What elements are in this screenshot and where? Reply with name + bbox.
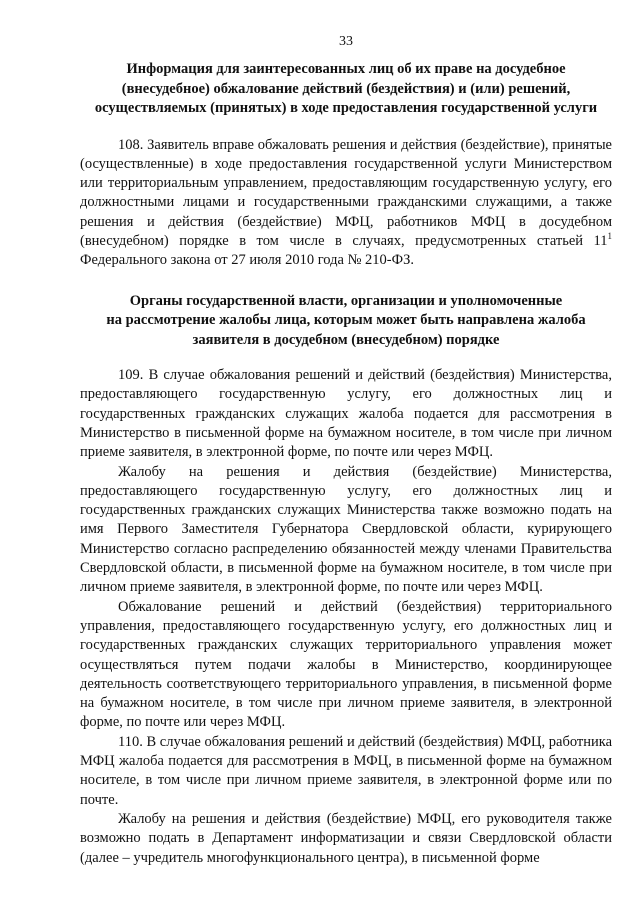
- paragraph-108: [80, 136, 612, 271]
- section-heading-appeal-info: [80, 60, 612, 119]
- paragraph-territorial-appeal: Обжалование решений и действий (бездействия) территориального управления, предоставляющего государственную услугу, его должностных лиц и государственных гражданских служащих территориального управления может осуществляться путем подачи жалобы в Министерство, координирующее деятельность соответствующего территориального управления, в письменной форме на бумажном носителе, в том числе при личном приеме заявителя, в электронной форме, по почте или через МФЦ.: [80, 598, 612, 731]
- heading-line: (внесудебное) обжалование действий (бездействия) и (или) решений,: [121, 80, 571, 97]
- paragraph-mfc-department: Жалобу на решения и действия (бездействие) МФЦ, его руководителя также возможно подать в Департамент информатизации и связи Свердловской области (далее – учредитель многофункционального центра), в письменной форме: [80, 810, 612, 866]
- paragraph-108-text: 108. Заявитель вправе обжаловать решения и действия (бездействие), принятые (осуществленные) в ходе предоставления государственной услуги Министерством или территориальным управлением, предоставляющим государственную услугу, его должностными лицами и государственными гражданскими служащими, а также решения и действия (бездействие) МФЦ, работников МФЦ в досудебном (внесудебном) порядке в том числе в случаях, предусмотренных статьей 11: [80, 136, 612, 249]
- footnote-superscript: 1: [607, 231, 612, 242]
- paragraph-complaint-governor: Жалобу на решения и действия (бездействие) Министерства, предоставляющего государственную услугу, его должностных лиц и государственных гражданских служащих Министерства также возможно подать на имя Первого Заместителя Губернатора Свердловской области, курирующего Министерство согласно распределению обязанностей между членами Правительства Свердловской области, в письменной форме на бумажном носителе, в том числе при личном приеме заявителя, в электронной форме, по почте или через МФЦ.: [80, 463, 612, 596]
- heading-line: Информация для заинтересованных лиц об их праве на досудебное: [126, 61, 566, 77]
- paragraph-110: 110. В случае обжалования решений и действий (бездействия) МФЦ, работника МФЦ жалоба подается для рассмотрения в МФЦ, в письменной форме на бумажном носителе, в том числе при личном приеме заявителя, в электронной форме или по почте.: [80, 733, 612, 808]
- paragraph-109: 109. В случае обжалования решений и действий (бездействия) Министерства, предоставляющего государственную услугу, его должностных лиц и государственных гражданских служащих жалоба подается для рассмотрения в Министерство в письменной форме на бумажном носителе, в том числе при личном приеме заявителя, в электронной форме, по почте или через МФЦ.: [80, 367, 612, 461]
- section-heading-authorities: [80, 292, 612, 351]
- heading-line: осуществляемых (принятых) в ходе предоставления государственной услуги: [94, 100, 598, 116]
- heading-line: Органы государственной власти, организации и уполномоченные: [129, 292, 563, 309]
- page-number: 33: [339, 34, 353, 49]
- heading-line: на рассмотрение жалобы лица, которым может быть направлена жалоба: [106, 312, 586, 329]
- heading-line: заявителя в досудебном (внесудебном) порядке: [192, 331, 500, 348]
- paragraph-108-text-end: Федерального закона от 27 июля 2010 года № 210-ФЗ.: [80, 252, 414, 269]
